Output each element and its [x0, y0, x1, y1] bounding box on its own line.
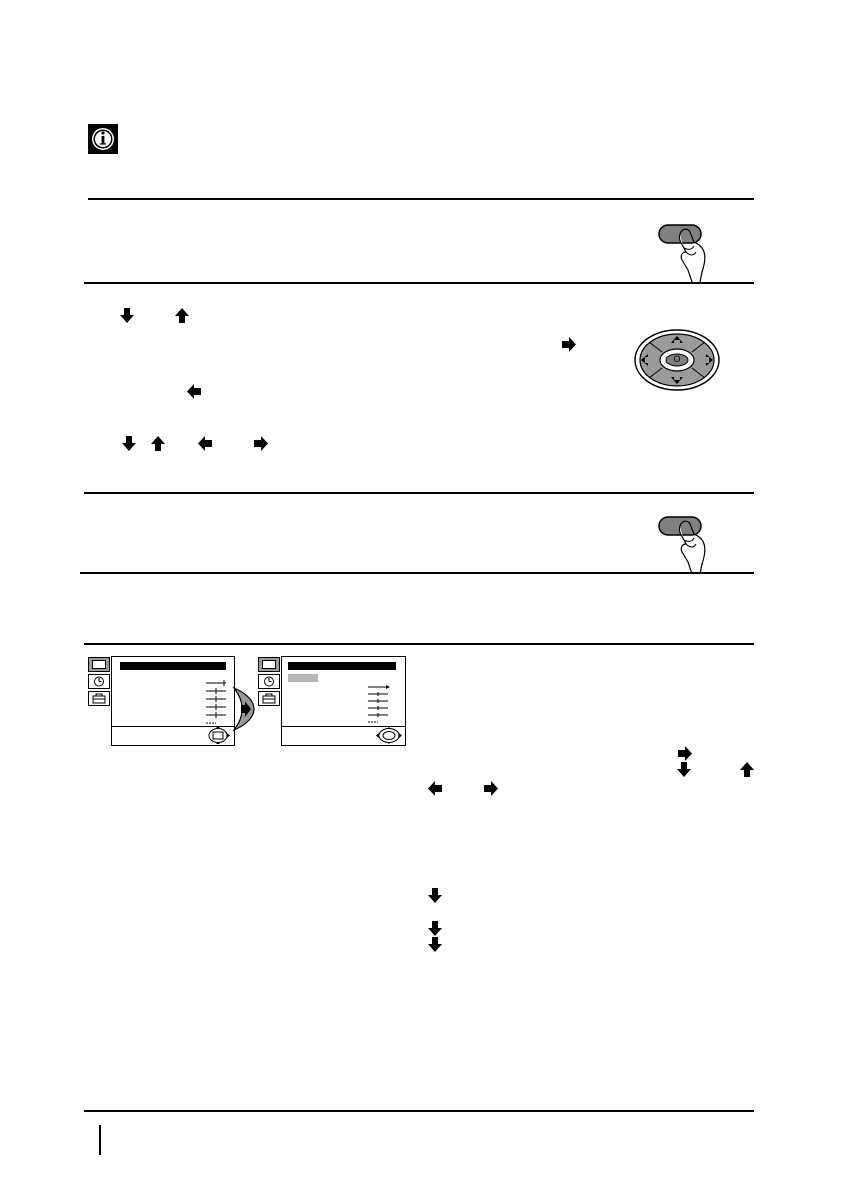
menu-transition-arrow-icon [232, 686, 256, 732]
menu-title-bar [120, 662, 226, 670]
picture-menu-icon [88, 657, 110, 672]
menu-screen-after [256, 656, 408, 746]
arrow-left-icon [187, 384, 201, 399]
menu-navigation-hint-icon [376, 727, 402, 744]
section-divider [84, 492, 754, 494]
section-divider [84, 643, 754, 645]
arrow-up-icon [175, 308, 189, 323]
section-divider [88, 198, 754, 200]
section-divider [84, 1110, 754, 1112]
info-icon [88, 124, 118, 154]
arrow-right-icon [562, 337, 576, 352]
menu-level-bars [366, 684, 392, 724]
arrow-right-icon [678, 746, 692, 761]
menu-navigation-hint-icon [206, 727, 230, 744]
arrow-down-icon [122, 436, 136, 451]
section-divider [80, 572, 754, 574]
arrow-down-icon [120, 308, 134, 323]
timer-menu-icon [258, 674, 280, 689]
timer-menu-icon [88, 674, 110, 689]
arrow-down-icon [677, 762, 691, 777]
navigation-pad-icon [632, 327, 722, 393]
menu-panel [111, 656, 235, 746]
arrow-right-icon [254, 436, 268, 451]
menu-selected-item-highlight [288, 674, 318, 682]
arrow-down-icon [428, 937, 442, 952]
nav-pad-center-label: O [673, 354, 681, 364]
menu-screen-before [86, 656, 236, 746]
picture-menu-icon [258, 657, 280, 672]
menu-level-bars [202, 679, 228, 725]
section-divider [84, 282, 754, 284]
arrow-down-icon [428, 921, 442, 936]
setup-menu-icon [258, 691, 280, 706]
page-footer-mark [99, 1125, 101, 1155]
setup-menu-icon [88, 691, 110, 706]
arrow-right-icon [484, 781, 498, 796]
menu-panel [281, 656, 406, 746]
press-button-hand-icon [658, 222, 718, 284]
menu-title-bar [288, 662, 396, 670]
arrow-up-icon [151, 436, 165, 451]
arrow-left-icon [428, 781, 442, 796]
arrow-down-icon [428, 888, 442, 903]
arrow-up-icon [740, 762, 754, 777]
arrow-left-icon [198, 436, 212, 451]
press-button-hand-icon [658, 514, 718, 576]
